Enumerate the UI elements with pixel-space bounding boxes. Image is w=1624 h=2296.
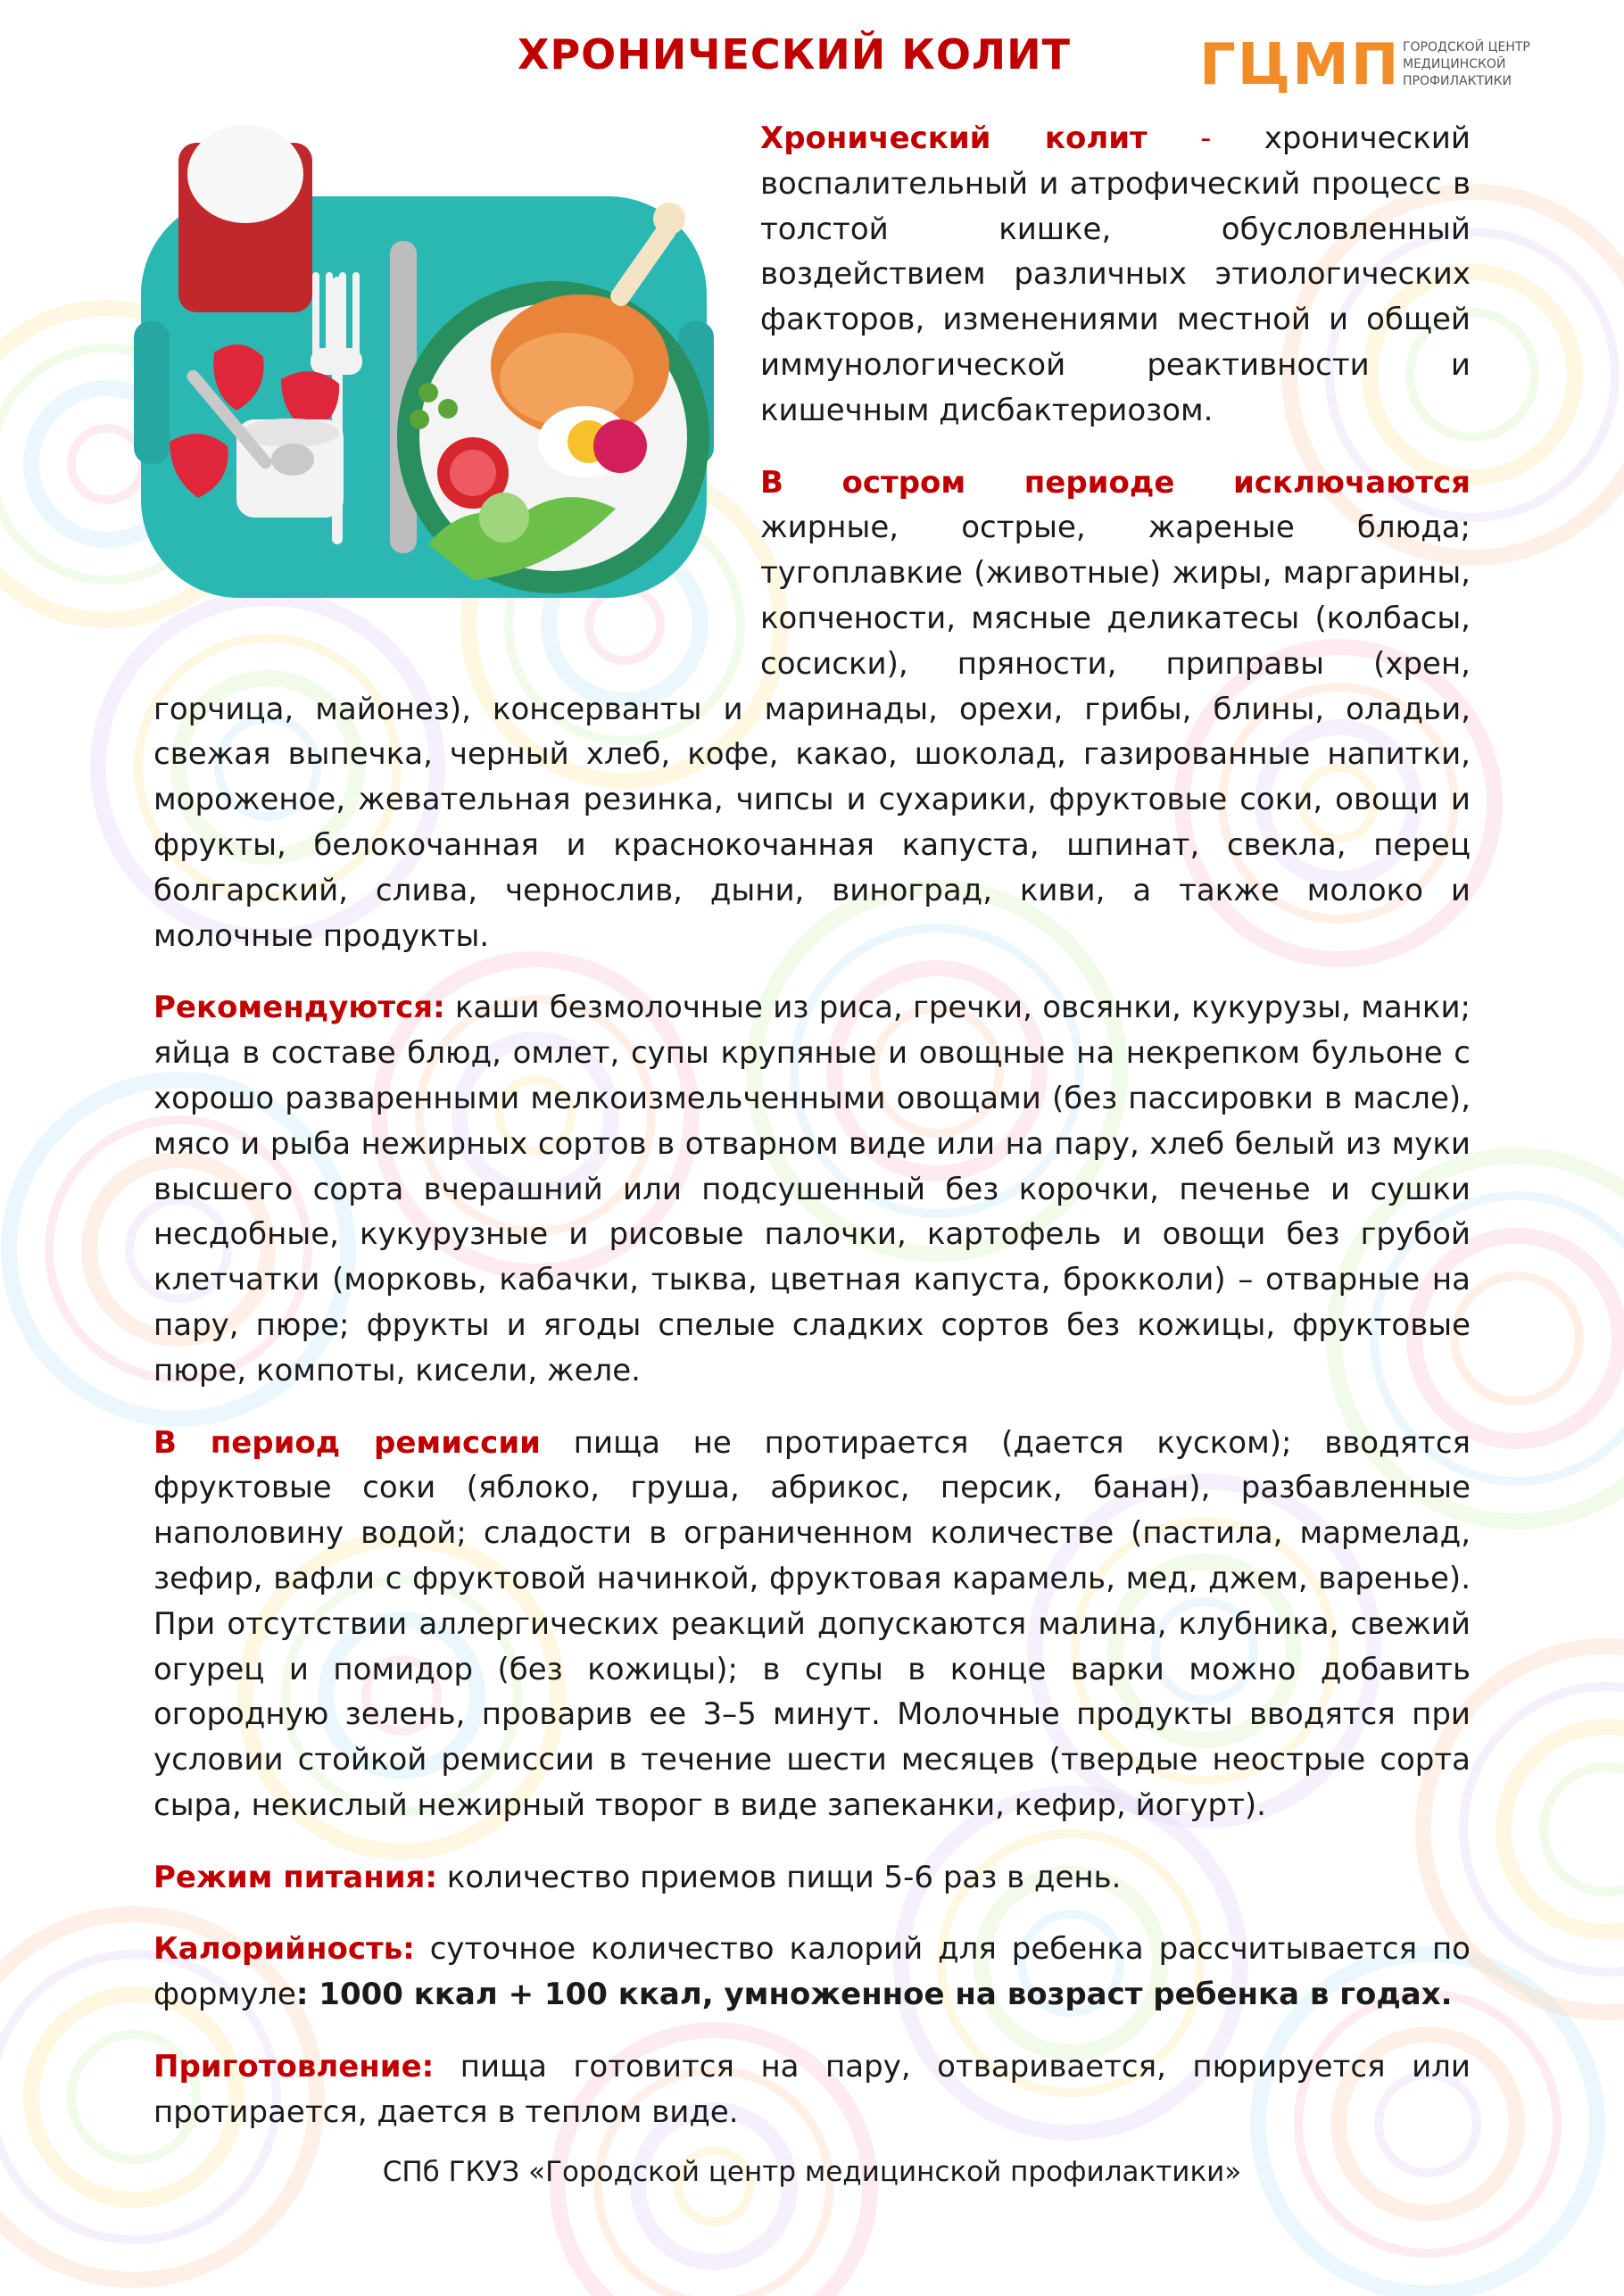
recommended-text: каши безмолочные из риса, гречки, овсянки, кукурузы, манки; яйца в составе блюд, омлет, супы крупяные и овощные на некрепком бульоне с хорошо разваренными мелкоизмельченными овощами (без пассировки в масле), мясо и рыба нежирных сортов в отварном виде или на пару, хлеб белый из муки высшего сорта вчерашний или подсушенный без корочки, печенье и сушки несдобные, кукурузные и рисовые палочки, картофель и овощи без грубой клетчатки (морковь, кабачки, тыква, цветная капуста, брокколи) – отварные на пару, пюре; фрукты и ягоды спелые сладких сортов без кожицы, фруктовые пюре, компоты, кисели, желе. xyxy=(153,990,1471,1388)
logo-text xyxy=(1403,39,1537,90)
regime-heading: Режим питания: xyxy=(153,1859,437,1895)
gcmp-logo xyxy=(1199,34,1538,96)
cooking-paragraph xyxy=(153,2044,1471,2135)
acute-heading: В остром периоде исключаются xyxy=(760,464,1471,501)
calories-text: суточное количество калорий для ребенка рассчитывается по формуле xyxy=(153,1931,1471,2013)
logo-text-line: ГОРОДСКОЙ ЦЕНТР xyxy=(1403,40,1530,54)
recommended-paragraph xyxy=(153,985,1471,1393)
logo-text-line: ПРОФИЛАКТИКИ xyxy=(1403,74,1512,88)
cooking-heading: Приготовление: xyxy=(153,2049,435,2085)
definition-heading: Хронический колит xyxy=(760,120,1148,156)
definition-text: хронический воспалительный и атрофический процесс в толстой кишке, обусловленный воздействием различных этиологических факторов, изменениями местной и общей иммунологической реактивности и кишечным дисбактериозом. xyxy=(760,120,1471,428)
calories-paragraph xyxy=(153,1927,1471,2018)
footer-text: СПб ГКУЗ «Городской центр медицинской профилактики» xyxy=(382,2156,1242,2188)
definition-dash: - xyxy=(1147,120,1264,156)
illustration-spacer xyxy=(153,116,760,642)
regime-text: количество приемов пищи 5-6 раз в день. xyxy=(436,1859,1122,1895)
calories-formula: : 1000 ккал + 100 ккал, умноженное на возраст ребенка в годах. xyxy=(295,1977,1453,2013)
regime-paragraph xyxy=(153,1855,1471,1901)
remission-text: пища не протирается (дается куском); вводятся фруктовые соки (яблоко, груша, абрикос, персик, банан), разбавленные наполовину водой; сладости в ограниченном количестве (пастила, мармелад, зефир, вафли с фруктовой начинкой, фруктовая карамель, мед, джем, варенье). При отсутствии аллергических реакций допускаются малина, клубника, свежий огурец и помидор (без кожицы); в супы в конце варки можно добавить огородную зелень, проварив ее 3–5 минут. Молочные продукты вводятся при условии стойкой ремиссии в течение шести месяцев (твердые неострые сорта сыра, некислый нежирный творог в виде запеканки, кефир, йогурт). xyxy=(153,1424,1471,1823)
acute-text: жирные, острые, жареные блюда; тугоплавкие (животные) жиры, маргарины, копчености, мясные деликатесы (колбасы, сосиски), пряности, приправы (хрен, горчица, майонез), консерванты и маринады, орехи, грибы, блины, оладьи, свежая выпечка, черный хлеб, кофе, какао, шоколад, газированные напитки, мороженое, жевательная резинка, чипсы и сухарики, фруктовые соки, овощи и фрукты, белокочанная и краснокочанная капуста, шпинат, свекла, перец болгарский, слива, чернослив, дыни, виноград, киви, а также молоко и молочные продукты. xyxy=(153,510,1471,954)
calories-heading: Калорийность: xyxy=(153,1931,415,1968)
logo-text-line: МЕДИЦИНСКОЙ xyxy=(1403,57,1506,71)
logo-mark: ГЦМП xyxy=(1199,32,1401,98)
remission-paragraph xyxy=(153,1421,1471,1828)
article-body xyxy=(153,116,1471,2162)
recommended-heading: Рекомендуются: xyxy=(153,990,445,1026)
remission-heading: В период ремиссии xyxy=(153,1424,541,1461)
cooking-text: пища готовится на пару, отваривается, пюрируется или протирается, дается в теплом виде. xyxy=(153,2049,1471,2130)
page-title: ХРОНИЧЕСКИЙ КОЛИТ xyxy=(517,30,1072,79)
